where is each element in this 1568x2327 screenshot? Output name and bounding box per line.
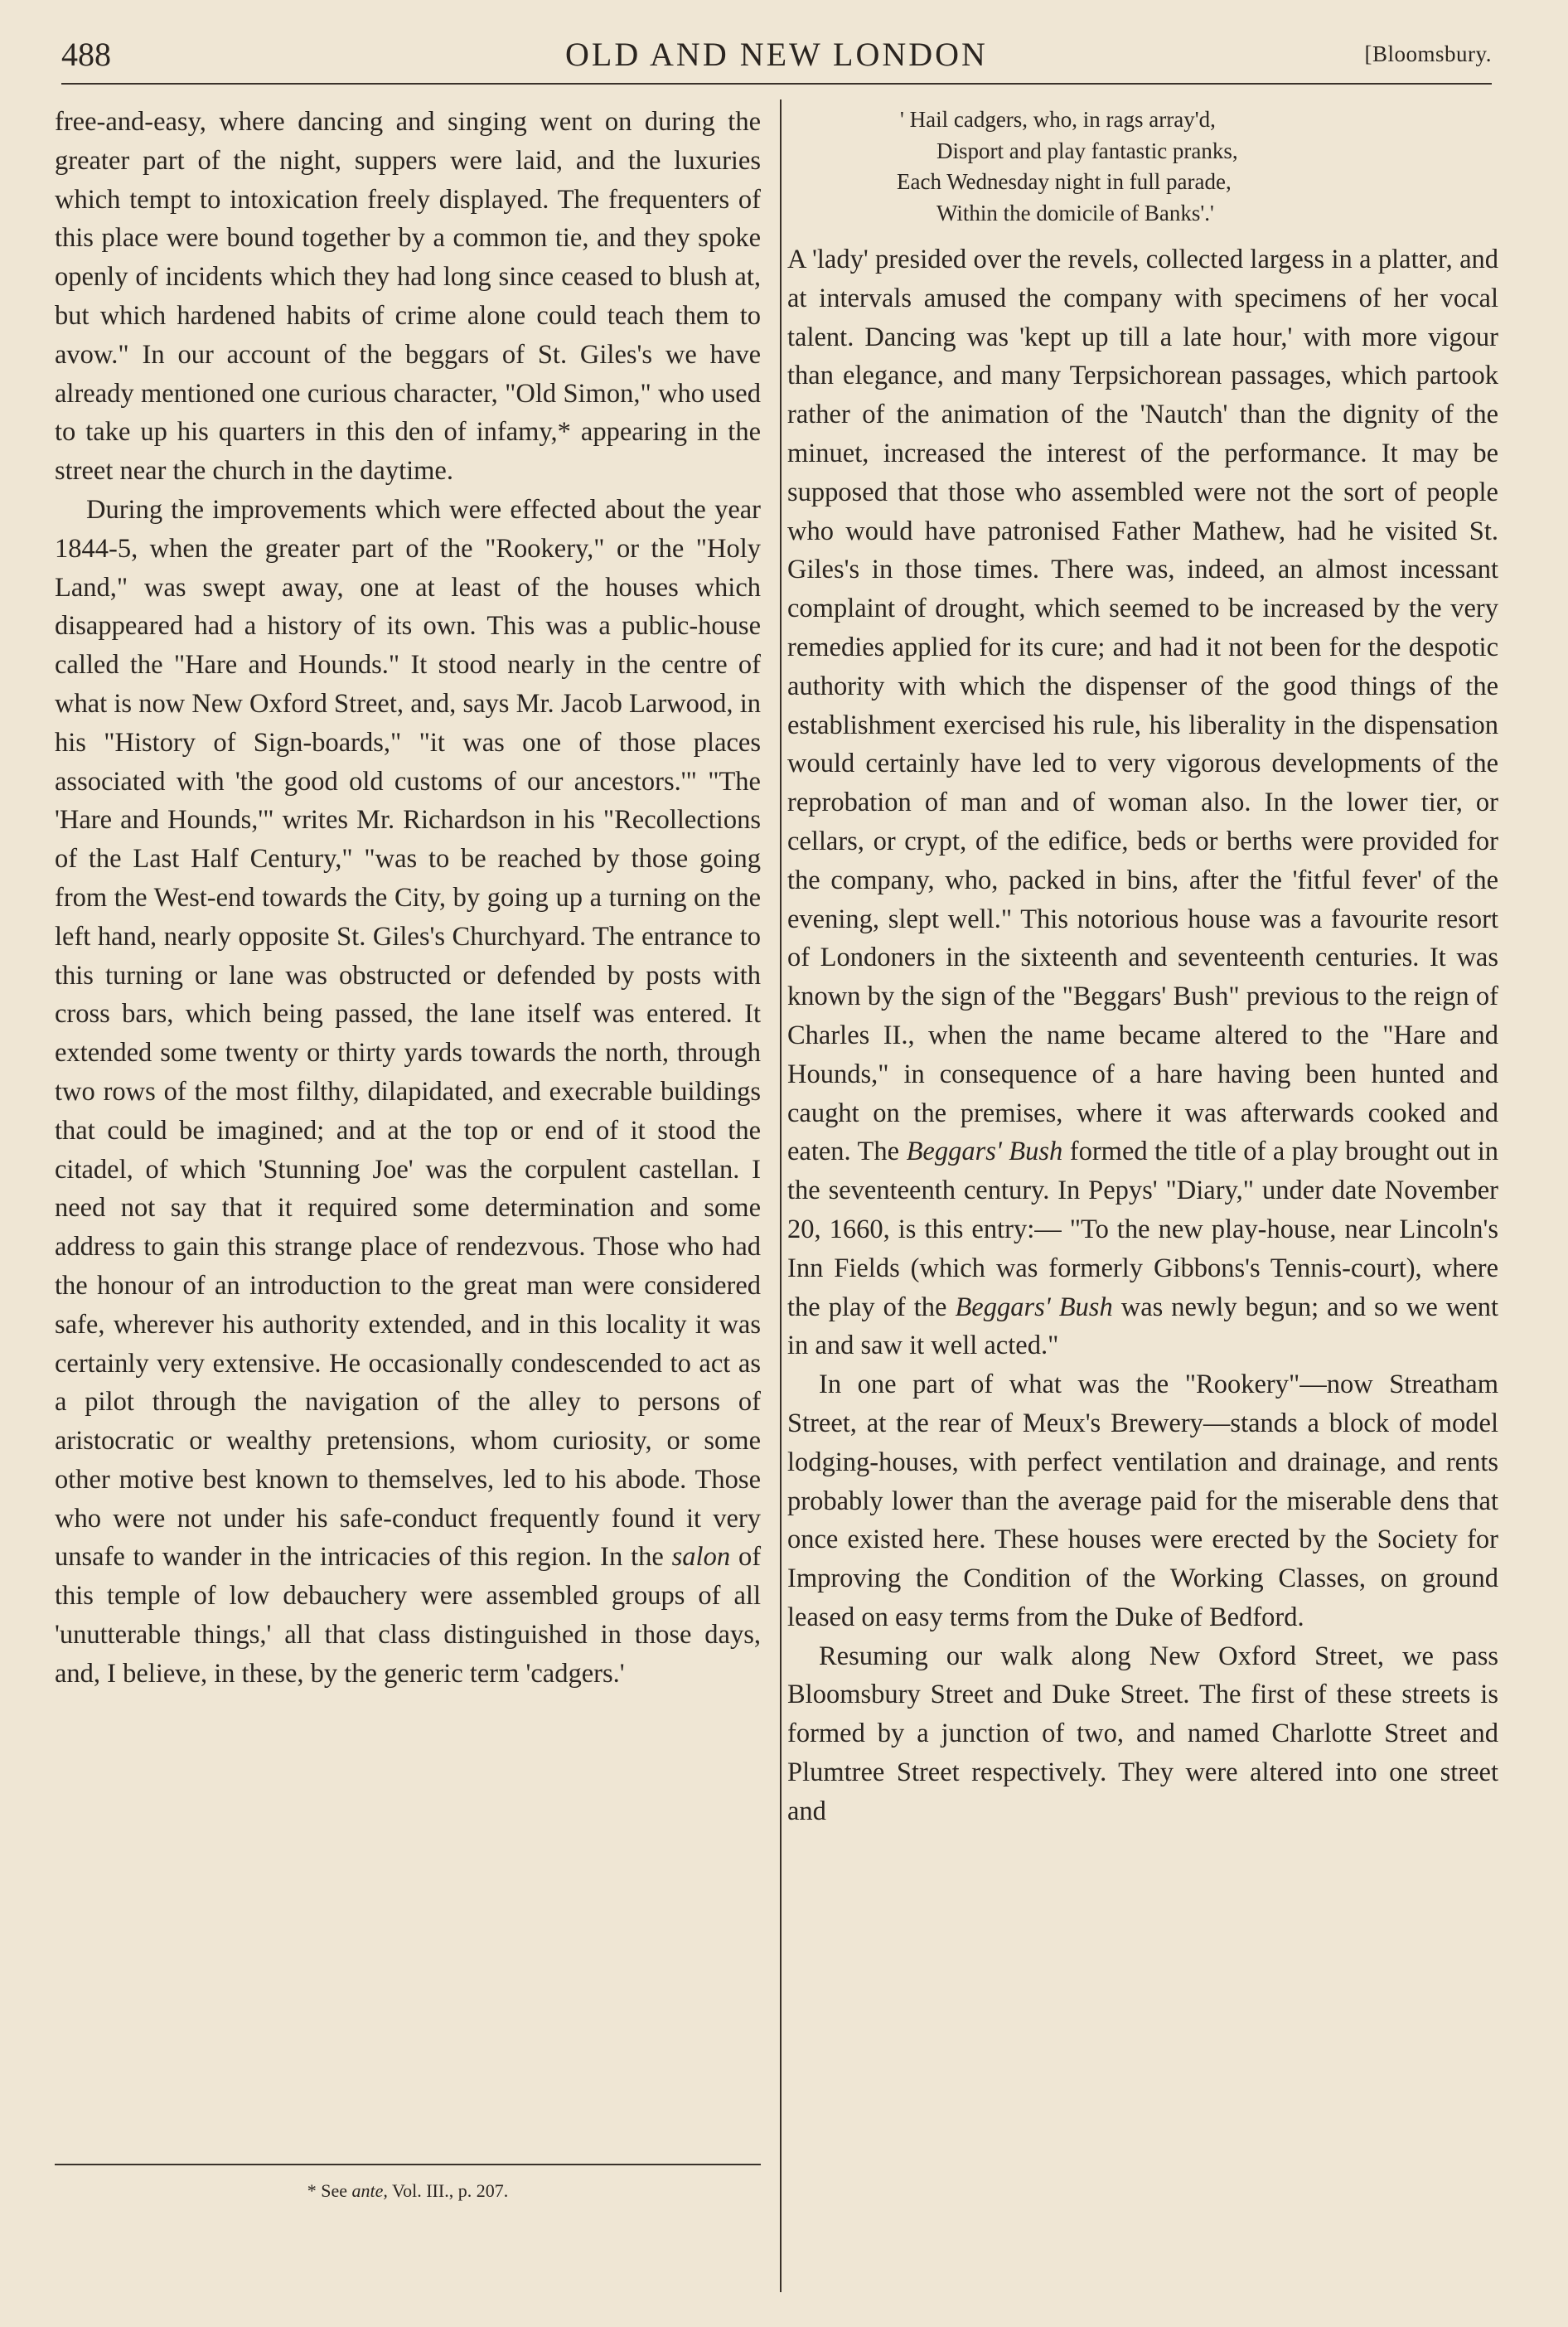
- paragraph-2-text: During the improvements which were effected about the year 1844-5, when the greater part of the "Rookery," or the "Holy Land," was swept away, one at least of the houses which disappeared had a history of its own. This was a public-house called the "Hare and Hounds." It stood nearly in the centre of what is now New Oxford Street, and, says Mr. Jacob Larwood, in his "History of Sign-boards," "it was one of those places associated with 'the good old customs of our ancestors.'" "The 'Hare and Hounds,'" writes Mr. Richardson in his "Recollections of the Last Half Century," "was to be reached by those going from the West-end towards the City, by going up a turning on the left hand, nearly opposite St. Giles's Churchyard. The entrance to this turning or lane was obstructed or defended by posts with cross bars, which being passed, the lane itself was entered. It extended some twenty or thirty yards towards the north, through two rows of the most filthy, dilapidated, and execrable buildings that could be imagined; and at the top or end of it stood the citadel, of which 'Stunning Joe' was the corpulent castellan. I need not say that it required some determination and some address to gain this strange place of rendezvous. Those who had the honour of an introduction to the great man were considered safe, wherever his authority extended, and in this locality it was certainly very extensive. He occasionally condescended to act as a pilot through the navigation of the alley to persons of aristocratic or wealthy pretensions, whom curiosity, or some other motive best known to themselves, led to his abode. Those who were not under his safe-conduct frequently found it very unsafe to wander in the intricacies of this region.: [55, 494, 761, 1573]
- beggars-bush-italic: Beggars' Bush: [906, 1137, 1063, 1167]
- verse-line: Within the domicile of Banks'.': [936, 200, 1214, 225]
- running-title: OLD AND NEW LONDON: [565, 36, 988, 73]
- paragraph-5: Resuming our walk along New Oxford Street, we pass Bloomsbury Street and Duke Street. The first of these streets is formed by a junction of two, and named Charlotte Street and Plumtree Street respectively. They were altered into one street and: [787, 1641, 1498, 1826]
- right-column: [787, 104, 1498, 1831]
- verse-line: Disport and play fantastic pranks,: [936, 138, 1238, 163]
- paragraph-2-cont-a: In the: [600, 1542, 664, 1573]
- footnote-italic: ante,: [351, 2180, 388, 2201]
- page-number: 488: [61, 36, 111, 73]
- column-divider: [780, 99, 782, 2292]
- paragraph-3: [787, 240, 1498, 1365]
- verse-line: Each Wednesday night in full parade,: [897, 169, 1232, 194]
- page-header: [61, 32, 1492, 78]
- footnote-prefix: * See: [307, 2180, 348, 2201]
- left-column: [55, 103, 761, 1694]
- paragraph-3-text: A 'lady' presided over the revels, collected largess in a platter, and at intervals amused the company with specimens of her vocal talent. Dancing was 'kept up till a late hour,' with more vigour than elegance, and many Terpsichorean passages, which partook rather of the animation of the 'Nautch' than the dignity of the minuet, increased the interest of the performance. It may be supposed that those who assembled were not the sort of people who would have patronised Father Mathew, had he visited St. Giles's in those times. There was, indeed, an almost incessant complaint of drought, which seemed to be increased by the very remedies applied for its cure; and had it not been for the despotic authority with which the dispenser of the good things of the establishment exercised his rule, his liberality in the dispensation would certainly have led to very vigorous developments of the reprobation of man and of woman also. In the lower tier, or cellars, or crypt, of the edifice, beds or berths were provided for the company, who, packed in bins, after the 'fitful fever' of the evening, slept well." This notorious house was a favourite resort of Londoners in the sixteenth and seventeenth centuries. It was known by the sign of the "Beggars' Bush" previous to the reign of Charles II., when the name became altered to the "Hare and Hounds," in consequence of a hare having been hunted and caught on the premises, where it was afterwards cooked and eaten. The: [787, 245, 1498, 1167]
- paragraph-2-cont-b: of this temple of low debauchery were assembled groups of all 'unutterable things,' all that class distinguished in those days, and, I believe, in these, by the generic term 'cadgers.': [55, 1542, 762, 1689]
- verse-quote: [787, 104, 1498, 229]
- section-label: [Bloomsbury.: [1364, 41, 1492, 66]
- beggars-bush-italic-2: Beggars' Bush: [955, 1292, 1113, 1322]
- verse-line: ' Hail cadgers, who, in rags array'd,: [900, 107, 1216, 132]
- paragraph-3-end: was newly begun; and so we went in and saw it well acted.": [787, 1292, 1499, 1361]
- footnote-rule: [55, 2164, 761, 2165]
- paragraph-3-cont: formed the title of a play brought out in the seventeenth century. In Pepys' "Diary," under date November 20, 1660, is this entry:— "To the new play-house, near Lincoln's Inn Fields (which was formerly Gibbons's Tennis-court), where the play of the: [787, 1137, 1498, 1322]
- paragraph-1: free-and-easy, where dancing and singing went on during the greater part of the night, suppers were laid, and the luxuries which tempt to intoxication freely displayed. The frequenters of this place were bound together by a common tie, and they spoke openly of incidents which they had long since ceased to blush at, but which hardened habits of crime alone could teach them to avow." In our account of the beggars of St. Giles's we have already mentioned one curious character, "Old Simon," who used to take up his quarters in this den of infamy,* appearing in the street near the church in the daytime.: [55, 107, 761, 487]
- footnote: [55, 2180, 761, 2202]
- paragraph-2: [55, 491, 761, 1694]
- paragraph-4: In one part of what was the "Rookery"—now Streatham Street, at the rear of Meux's Brewery—stands a block of model lodging-houses, with perfect ventilation and drainage, and rents probably lower than the average paid for the miserable dens that once existed here. These houses were erected by the Society for Improving the Condition of the Working Classes, on ground leased on easy terms from the Duke of Bedford.: [787, 1370, 1498, 1632]
- footnote-ref: Vol. III., p. 207.: [392, 2180, 509, 2201]
- salon-italic: salon: [671, 1542, 731, 1573]
- header-rule: [61, 83, 1492, 85]
